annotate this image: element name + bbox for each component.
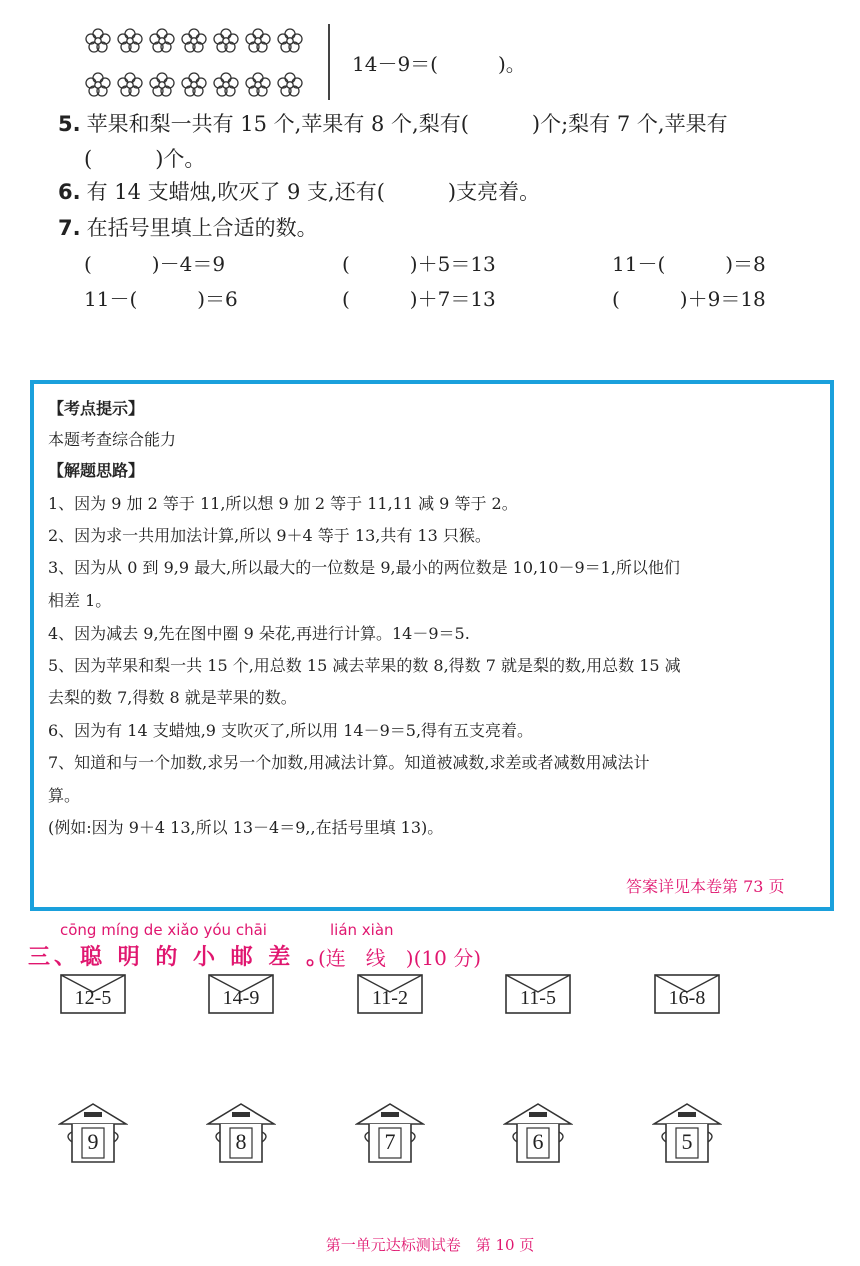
mailbox[interactable] [652, 1102, 722, 1166]
hint-line: 2、因为求一共用加法计算,所以 9＋4 等于 13,共有 13 只猴。 [48, 526, 491, 545]
hint-line: 7、知道和与一个加数,求另一个加数,用减法计算。知道被减数,求差或者减数用减法计 [48, 753, 650, 772]
q5-line1 [58, 108, 728, 138]
hint-line: 相差 1。 [48, 591, 112, 610]
envelope-card[interactable] [357, 974, 423, 1014]
mailbox[interactable] [58, 1102, 128, 1166]
flower-icon [148, 28, 176, 54]
mailbox-number: 8 [235, 1129, 247, 1154]
envelope-card[interactable] [654, 974, 720, 1014]
envelope-expression: 14-9 [222, 987, 260, 1009]
hint-line: 算。 [48, 786, 81, 805]
q7-eq-4: 11－( )＝6 [84, 287, 238, 311]
q7-number: 7. [58, 216, 81, 240]
q4-equation: 14－9＝( )。 [352, 52, 526, 76]
q7-eq-2: ( )＋5＝13 [342, 252, 496, 276]
q6-number: 6. [58, 180, 81, 204]
flower-icon [244, 28, 272, 54]
envelope-card[interactable] [60, 974, 126, 1014]
q7-eq-6: ( )＋9＝18 [612, 287, 766, 311]
envelope-expression: 11-5 [520, 987, 556, 1009]
q7-eq-5: ( )＋7＝13 [342, 287, 496, 311]
flower-icon [180, 28, 208, 54]
hint-line: (例如:因为 9＋4 13,所以 13－4＝9,,在括号里填 13)。 [48, 818, 444, 837]
q5-line2: ( )个。 [84, 147, 206, 171]
flower-icon [276, 28, 304, 54]
q6-text: 有 14 支蜡烛,吹灭了 9 支,还有( )支亮着。 [86, 180, 541, 204]
mailbox-number: 9 [87, 1129, 99, 1154]
flower-icon [116, 72, 144, 98]
section3-subtitle: (连 线 )(10 分) [318, 946, 482, 970]
hint-header-2: 【解题思路】 [48, 461, 145, 480]
flower-icon [180, 72, 208, 98]
hint-line: 去梨的数 7,得数 8 就是苹果的数。 [48, 688, 297, 707]
mailbox-number: 6 [532, 1129, 544, 1154]
flower-icon [84, 72, 112, 98]
flower-icon [148, 72, 176, 98]
hint-line: 3、因为从 0 到 9,9 最大,所以最大的一位数是 9,最小的两位数是 10,10－9＝1,所以他们 [48, 558, 680, 577]
hint-line: 4、因为减去 9,先在图中圈 9 朵花,再进行计算。14－9＝5. [48, 624, 470, 643]
envelope-expression: 16-8 [668, 987, 706, 1009]
flower-icon [212, 28, 240, 54]
q7-text: 在括号里填上合适的数。 [86, 216, 318, 240]
q6 [58, 176, 540, 206]
q7-eq-1: ( )－4＝9 [84, 252, 226, 276]
flower-icon [276, 72, 304, 98]
hint-header-1: 【考点提示】 [48, 399, 145, 418]
q7-eq-3: 11－( )＝8 [612, 252, 766, 276]
page-footer: 第一单元达标测试卷 第 10 页 [325, 1236, 535, 1254]
flower-picture [84, 28, 324, 98]
flower-icon [244, 72, 272, 98]
mailbox[interactable] [355, 1102, 425, 1166]
divider [328, 24, 330, 100]
mailbox-number: 5 [681, 1129, 693, 1154]
section3-title: 三、聪 明 的 小 邮 差 。 [28, 944, 332, 970]
envelope-card[interactable] [505, 974, 571, 1014]
q7 [58, 212, 318, 242]
hint-line: 6、因为有 14 支蜡烛,9 支吹灭了,所以用 14－9＝5,得有五支亮着。 [48, 721, 534, 740]
q5-text: 苹果和梨一共有 15 个,苹果有 8 个,梨有( )个;梨有 7 个,苹果有 [86, 112, 728, 136]
hint-line: 5、因为苹果和梨一共 15 个,用总数 15 减去苹果的数 8,得数 7 就是梨的数,用总数 15 减 [48, 656, 681, 675]
envelope-expression: 11-2 [372, 987, 408, 1009]
q5-number: 5. [58, 112, 81, 136]
title-pinyin-2: lián xiàn [330, 921, 394, 939]
hint-ability: 本题考查综合能力 [48, 430, 177, 449]
title-pinyin: cōng míng de xiǎo yóu chāi [60, 921, 267, 939]
envelope-expression: 12-5 [74, 987, 112, 1009]
mailbox[interactable] [206, 1102, 276, 1166]
flower-icon [84, 28, 112, 54]
mailbox-number: 7 [384, 1129, 396, 1154]
hint-line: 1、因为 9 加 2 等于 11,所以想 9 加 2 等于 11,11 减 9 等于 2。 [48, 494, 518, 513]
envelope-card[interactable] [208, 974, 274, 1014]
flower-icon [212, 72, 240, 98]
flower-icon [116, 28, 144, 54]
answer-reference: 答案详见本卷第 73 页 [626, 877, 785, 896]
mailbox[interactable] [503, 1102, 573, 1166]
hint-box [30, 380, 834, 911]
